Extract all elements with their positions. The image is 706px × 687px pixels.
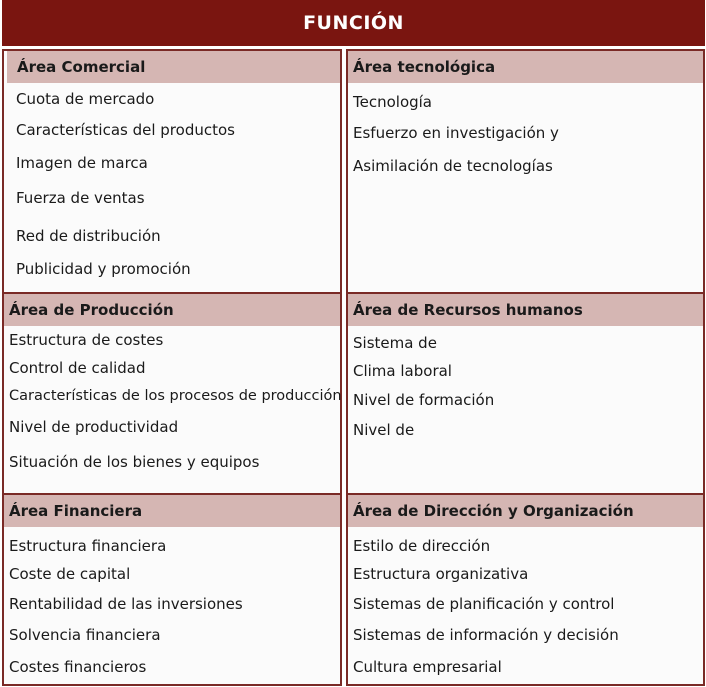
area-financiera-header: Área Financiera — [4, 495, 340, 527]
list-item: Estilo de dirección — [353, 537, 491, 555]
list-item: Tecnología — [353, 93, 432, 111]
list-item: Fuerza de ventas — [16, 189, 145, 207]
area-direccion-header: Área de Dirección y Organización — [348, 495, 703, 527]
list-item: Costes financieros — [9, 658, 147, 676]
list-item: Sistema de — [353, 334, 437, 352]
list-item: Nivel de productividad — [9, 418, 179, 436]
area-produccion-header: Área de Producción — [4, 294, 340, 326]
list-item: Cultura empresarial — [353, 658, 502, 676]
area-tecnologica-header: Área tecnológica — [348, 51, 703, 83]
list-item: Estructura de costes — [9, 331, 164, 349]
area-comercial-box — [2, 49, 342, 294]
list-item: Sistemas de información y decisión — [353, 626, 619, 644]
area-financiera-box — [2, 493, 342, 686]
list-item: Esfuerzo en investigación y — [353, 124, 559, 142]
list-item: Solvencia financiera — [9, 626, 161, 644]
area-rrhh-header: Área de Recursos humanos — [348, 294, 703, 326]
area-direccion-box — [346, 493, 705, 686]
list-item: Cuota de mercado — [16, 90, 155, 108]
list-item: Estructura financiera — [9, 537, 167, 555]
list-item: Situación de los bienes y equipos — [9, 453, 260, 471]
area-comercial-header: Área Comercial — [7, 51, 340, 83]
list-item: Características del productos — [16, 121, 235, 139]
list-item: Nivel de — [353, 421, 415, 439]
list-item: Publicidad y promoción — [16, 260, 191, 278]
area-tecnologica-box — [346, 49, 705, 294]
list-item: Control de calidad — [9, 359, 146, 377]
area-rrhh-box — [346, 292, 705, 495]
list-item: Sistemas de planificación y control — [353, 595, 615, 613]
list-item: Imagen de marca — [16, 154, 148, 172]
list-item: Nivel de formación — [353, 391, 495, 409]
area-produccion-box — [2, 292, 342, 495]
list-item: Red de distribución — [16, 227, 161, 245]
list-item: Rentabilidad de las inversiones — [9, 595, 243, 613]
page-title: FUNCIÓN — [2, 0, 705, 46]
list-item: Estructura organizativa — [353, 565, 529, 583]
list-item: Características de los procesos de producción — [9, 388, 342, 404]
list-item: Coste de capital — [9, 565, 131, 583]
list-item: Clima laboral — [353, 362, 452, 380]
list-item: Asimilación de tecnologías — [353, 157, 553, 175]
